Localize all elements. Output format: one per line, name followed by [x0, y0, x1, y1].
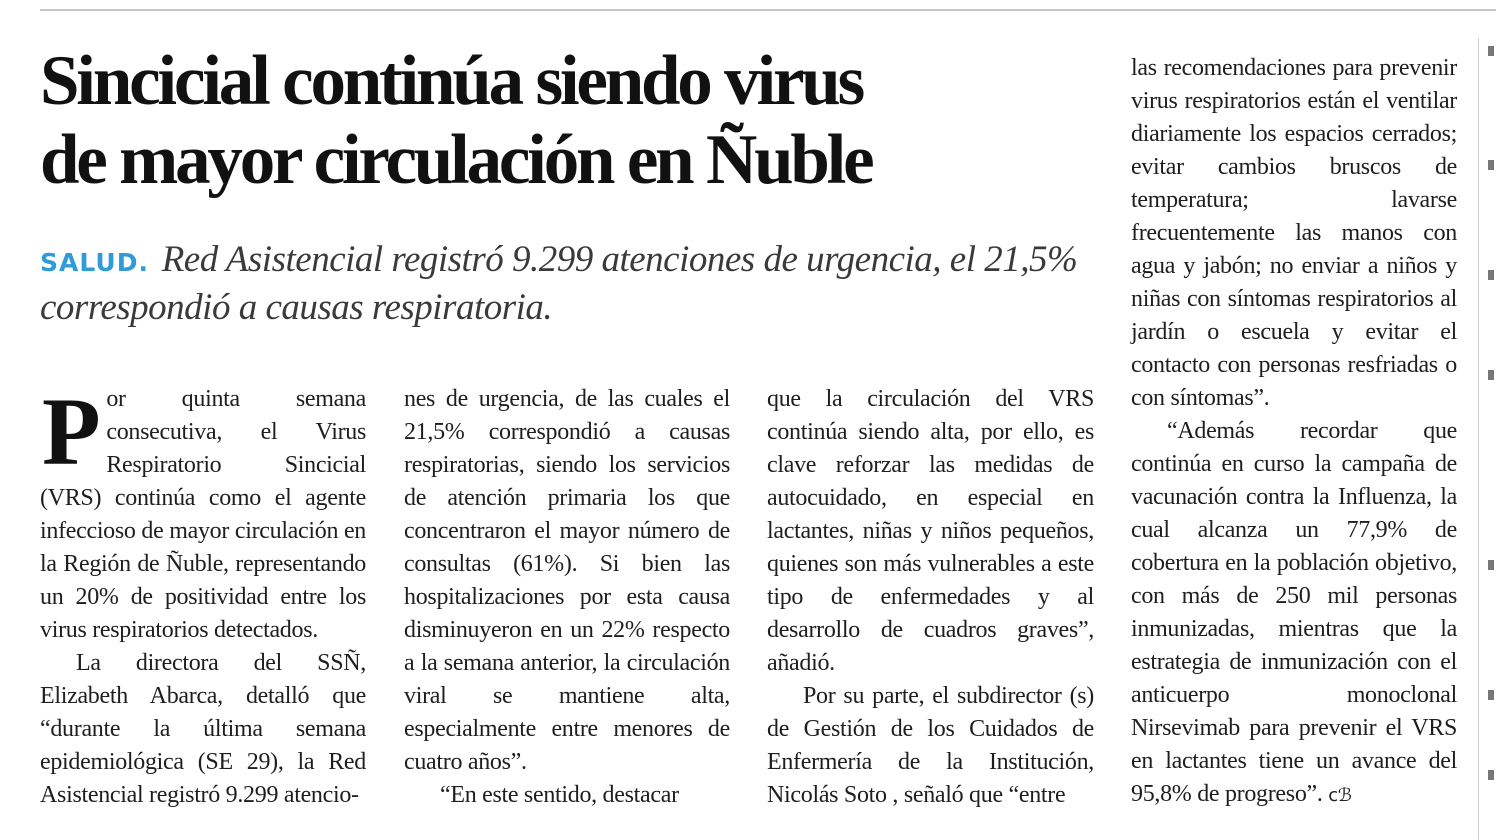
article-column-2 — [404, 383, 730, 812]
paragraph — [1131, 415, 1457, 812]
section-kicker: SALUD. — [40, 248, 149, 277]
adjacent-page-edge — [1488, 40, 1496, 820]
article-column-3 — [767, 383, 1094, 812]
drop-cap: P — [42, 378, 101, 485]
headline — [40, 42, 1115, 200]
paragraph-text: or quinta semana consecutiva, el Virus Respiratorio Sincicial (VRS) continúa como el agente infeccioso de mayor circulación en la Región de Ñuble, representando un 20% de positividad entre los virus respiratorios detectados. — [40, 386, 366, 643]
paragraph: las recomendaciones para prevenir virus respiratorios están el ventilar diariamente los espacios cerrados; evitar cambios bruscos de temperatura; lavarse frecuentemente las manos con agua y jabón; no enviar a niños y niñas con síntomas respiratorios al jardín o escuela y evitar el contacto con personas resfriadas o con síntomas”. — [1131, 55, 1457, 411]
subheadline — [40, 237, 1100, 330]
article-column-4 — [1131, 52, 1457, 812]
paragraph: La directora del SSÑ, Elizabeth Abarca, detalló que “durante la última semana epidemiológica (SE 29), la Red Asistencial registró 9.299 atencio- — [40, 650, 366, 808]
subheadline-text: Red Asistencial registró 9.299 atenciones de urgencia, el 21,5% correspondió a causas respiratoria. — [40, 239, 1078, 328]
headline-line-1: Sincicial continúa siendo virus — [40, 42, 862, 120]
paragraph: nes de urgencia, de las cuales el 21,5% correspondió a causas respiratorias, siendo los servicios de atención primaria los que concentraron el mayor número de consultas (61%). Si bien las hospitalizaciones por esta causa disminuyeron en un 22% respecto a la semana anterior, la circulación viral se mantiene alta, especialmente entre menores de cuatro años”. — [404, 386, 730, 775]
paragraph: Por su parte, el subdirector (s) de Gestión de los Cuidados de Enfermería de la Institución, Nicolás Soto , señaló que “entre — [767, 683, 1094, 808]
paragraph: “En este sentido, destacar — [440, 782, 679, 808]
paragraph — [40, 378, 366, 647]
headline-line-2: de mayor circulación en Ñuble — [40, 121, 872, 199]
column-rule — [1478, 38, 1479, 840]
paragraph-text: “Además recordar que continúa en curso la campaña de vacunación contra la Influenza, la cual alcanza un 77,9% de cobertura en la población objetivo, con más de 250 mil personas inmunizadas, mientras que la estrategia de inmunización con el anticuerpo monoclonal Nirsevimab para prevenir el VRS en lactantes tiene un avance del 95,8% de progreso”. — [1131, 418, 1457, 807]
end-of-article-icon: cℬ — [1328, 785, 1352, 806]
paragraph: que la circulación del VRS continúa siendo alta, por ello, es clave reforzar las medidas de autocuidado, en especial en lactantes, niñas y niños pequeños, quienes son más vulnerables a este tipo de enfermedades y al desarrollo de cuadros graves”, añadió. — [767, 386, 1094, 676]
top-rule — [40, 9, 1496, 11]
article-column-1 — [40, 378, 366, 812]
